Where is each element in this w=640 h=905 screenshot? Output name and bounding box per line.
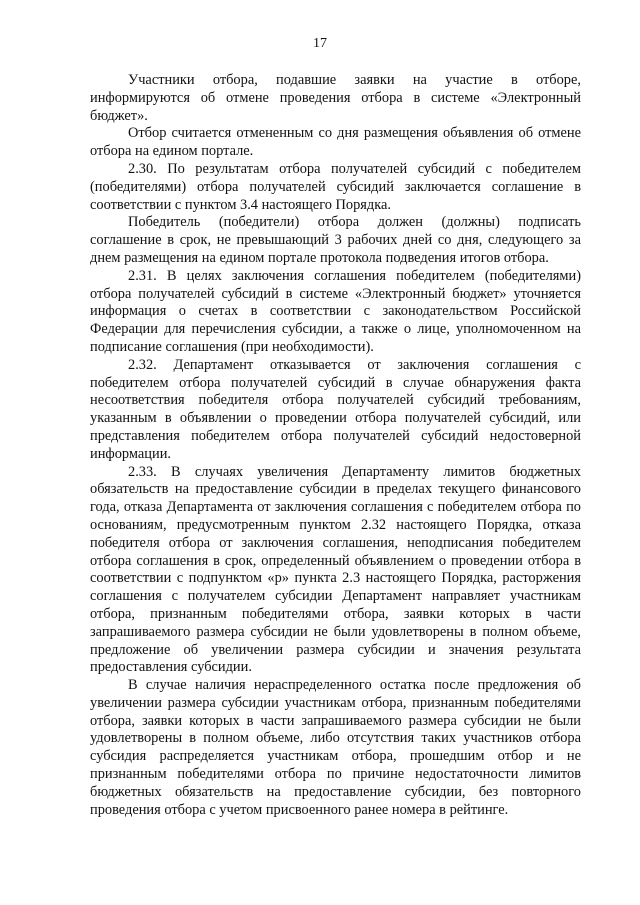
paragraph-2-30: 2.30. По результатам отбора получателей субсидий с победителем (победителями) отбора получателей субсидий заключается соглашение в соответствии с пунктом 3.4 настоящего Порядка. (90, 160, 581, 213)
paragraph-2-32: 2.32. Департамент отказывается от заключения соглашения с победителем отбора получателей субсидий в случае обнаружения факта несоответствия победителя отбора получателей субсидий требованиям, указанным в объявлении о проведении отбора получателей субсидий, или представления победителем отбора получателей субсидий недостоверной информации. (90, 356, 581, 462)
paragraph-2-33: 2.33. В случаях увеличения Департаменту лимитов бюджетных обязательств на предоставление субсидии в пределах текущего финансового года, отказа Департамента от заключения соглашения с победителем отбора по основаниям, предусмотренным пунктом 2.32 настоящего Порядка, отказа победителя отбора от заключения соглашения, неподписания победителем отбора соглашения в срок, определенный объявлением о проведении отбора в соответствии с подпунктом «р» пункта 2.3 настоящего Порядка, расторжения соглашения с получателем субсидии Департамент направляет участникам отбора, признанным победителями отбора, заявки которых в части запрашиваемого размера субсидии не были удовлетворены в полном объеме, предложение об увеличении размера субсидии и значения результата предоставления субсидии. (90, 463, 581, 676)
paragraph-signing-deadline: Победитель (победители) отбора должен (должны) подписать соглашение в срок, не превышающий 3 рабочих дней со дня, следующего за днем размещения на едином портале протокола подведения итогов отбора. (90, 214, 581, 266)
paragraph-2-31: 2.31. В целях заключения соглашения победителем (победителями) отбора получателей субсидий в системе «Электронный бюджет» уточняется информация о счетах в соответствии с законодательством Российской Федерации для перечисления субсидии, а также о лице, уполномоченном на подписание соглашения (при необходимости). (90, 267, 581, 355)
paragraph-remaining-balance: В случае наличия нераспределенного остатка после предложения об увеличении размера субсидии участникам отбора, признанным победителями отбора, заявки которых в части запрашиваемого размера субсидии не были удовлетворены в полном объеме, либо отсутствия таких участников отбора субсидия распределяется участникам отбора, прошедшим отбор и не признанным победителями отбора по причине недостаточности лимитов бюджетных обязательств на предоставление субсидии, без повторного проведения отбора с учетом присвоенного ранее номера в рейтинге. (90, 677, 581, 818)
paragraph-cancellation: Отбор считается отмененным со дня размещения объявления об отмене отбора на едином портале. (90, 125, 581, 160)
paragraph-notification: Участники отбора, подавшие заявки на участие в отборе, информируются об отмене проведения отбора в системе «Электронный бюджет». (90, 72, 581, 124)
page-number: 17 (313, 36, 327, 51)
document-body (90, 72, 581, 819)
